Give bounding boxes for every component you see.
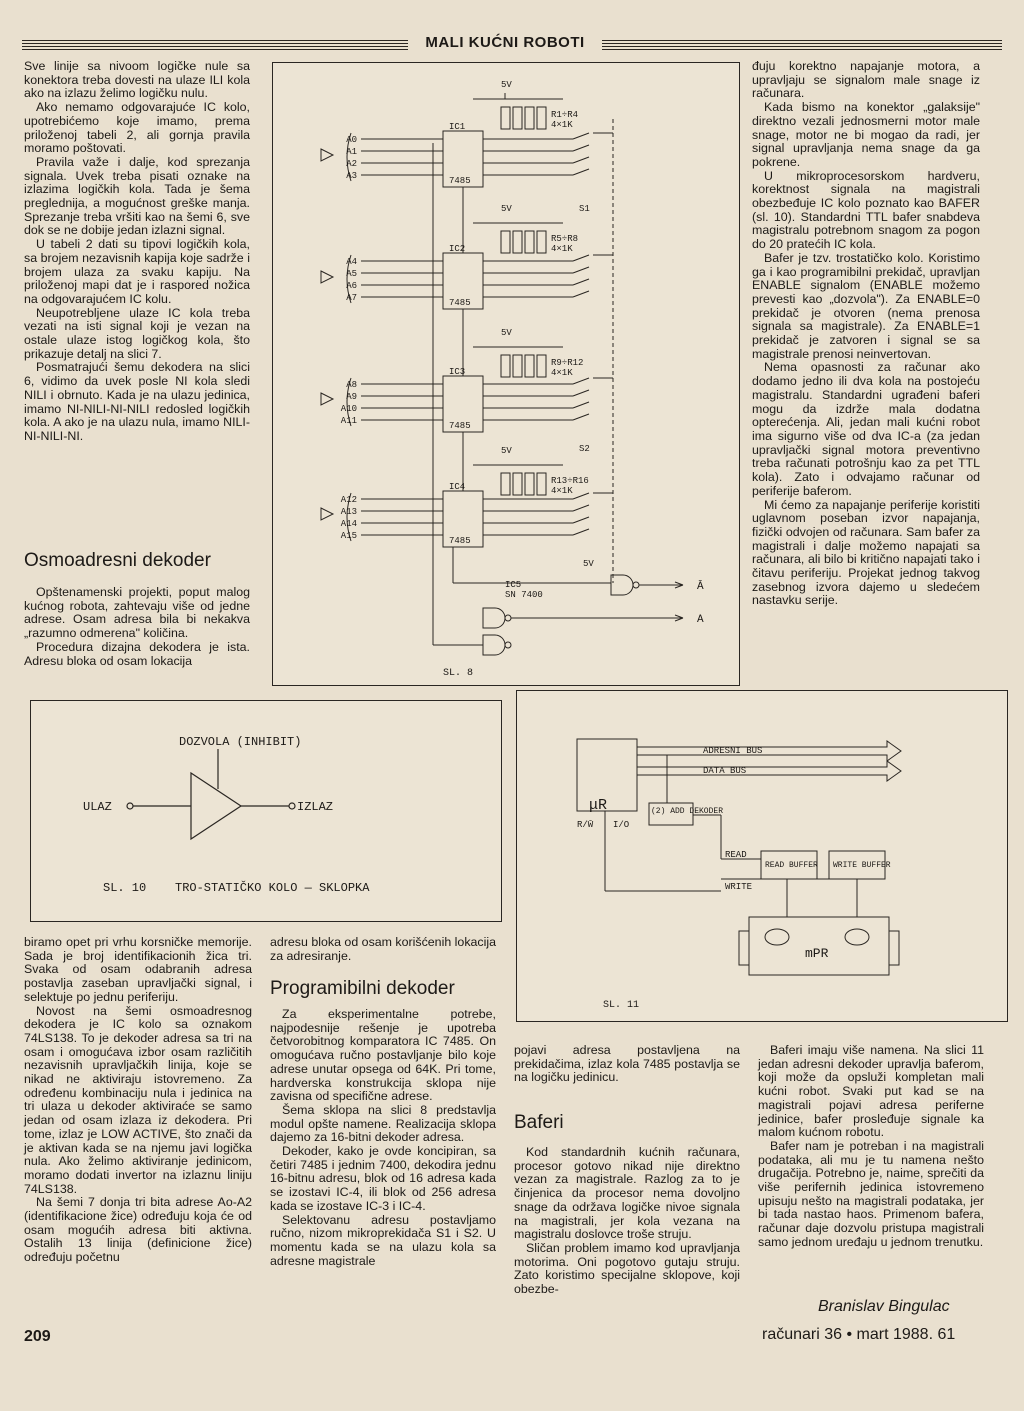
supply-label: 5V [501, 446, 512, 456]
column-left-2 [24, 586, 250, 668]
figure-8-drawing [273, 63, 739, 685]
paragraph: pojavi adresa postavljena na prekidačima, izlaz kola 7485 postavlja se na logičku jedinicu. [514, 1043, 740, 1085]
input-label: A12 [340, 495, 357, 505]
figure-11-drawing [517, 691, 1007, 1021]
input-label: A10 [340, 404, 357, 414]
paragraph: Ako nemamo odgovarajuće IC kolo, upotrebićemo koje imamo, prema priloženoj tabeli 2, ali gornja pravila moramo poštovati. [24, 100, 250, 156]
figure-8-schematic [272, 62, 740, 686]
gate-type-label: SN 7400 [505, 590, 543, 600]
paragraph: Baferi imaju više namena. Na slici 11 jedan adresni dekoder upravlja baferom, koji može da opsluži kompletan mali kućni robot. Svaki put kad se na magistrali pojavi adresa periferne jedinice, bafer prosleđuje signale ka malom kućnom robotu. [758, 1043, 984, 1140]
paragraph: adresu bloka od osam korišćenih lokacija za adresiranje. [270, 935, 496, 963]
figure-10-tristate [30, 700, 502, 922]
paragraph: Za eksperimentalne potrebe, najpodesnije rešenje je upotreba četvorobitnog komparatora IC 7485. On omogućava ručno postavljanje bilo koje adrese unutar opsega od 64K. Pri tome, hardverska konstrukcija sklopa nije zavisna od specifične adrese. [270, 1007, 496, 1104]
gate-label: IC5 [505, 580, 522, 590]
paragraph: Novost na šemi osmoadresnog dekodera je IC kolo sa oznakom 74LS138. To je dekoder adresa sa tri na osam i omogućava izbor osam različitih nezavisnih upravljačkih linija, koje se nikad ne aktiviraju istovremeno. Za određenu kombinaciju nula i jedinica na tri ulaza u dekoder aktiviraće se samo jedan od osam izlaza iz dekodera. Pri tome, izlaz je LOW ACTIVE, što znači da je aktivan kada se na njemu javi logička nula. Ako želimo aktiviranje jedinicom, moramo dodati invertor na izlaznu liniju 74LS138. [24, 1003, 252, 1196]
paragraph: Selektovanu adresu postavljamo ručno, nizom mikroprekidača S1 i S2. U momentu kada se na ulazu kola sa adresne magistrale [270, 1212, 496, 1268]
supply-label: 5V [501, 80, 512, 90]
resistor-label: R13÷R16 [551, 476, 589, 486]
paragraph: Neupotrebljene ulaze IC kola treba vezati na isti signal koji je vezan na ostale ulaze istog logičkog kola, što prikazuje detalj na slici 7. [24, 305, 250, 361]
input-label: A0 [346, 135, 357, 145]
section-heading-programibilni: Programibilni dekoder [270, 978, 455, 999]
rw-label: R/W̄ [577, 820, 594, 830]
enable-label: DOZVOLA (INHIBIT) [179, 735, 302, 749]
write-line-label: WRITE [725, 882, 753, 892]
figure-11-label: SL. 11 [603, 1000, 640, 1011]
chip-label: IC1 [449, 122, 466, 132]
input-label: A4 [346, 257, 357, 267]
figure-10-label: SL. 10 [103, 881, 147, 895]
output-label: A [697, 614, 704, 626]
paragraph: Dekoder, kako je ovde koncipiran, sa četiri 7485 i jednim 7400, dekodira jednu 16-bitnu adresu, blok od 16 adresa kada se izostavi IC-4, ili blok od 256 adresa kada se izostave IC-3 i IC-4. [270, 1144, 496, 1213]
paragraph: Opštenamenski projekti, poput malog kućnog robota, zahtevaju više od jedne adrese. Osam adresa bila bi nekakva „razumno odmerena" količina. [24, 585, 250, 641]
switch-label: S2 [579, 444, 590, 454]
chip-type-label: 7485 [449, 536, 471, 546]
cpu-label: μR [589, 797, 608, 814]
figure-10-caption: TRO-STATIČKO KOLO — SKLOPKA [175, 881, 370, 895]
paragraph: Kada bismo na konektor „galaksije" direktno vezali jednosmerni motor male snage, motor ne bi mogao da radi, jer signal upravljanja nema snage da ga pokrene. [752, 100, 980, 169]
page-header-title: MALI KUĆNI ROBOTI [425, 34, 585, 51]
input-label: A13 [340, 507, 357, 517]
paragraph: đuju korektno napajanje motora, a upravljaju se signalom male snage iz računara. [752, 59, 980, 101]
chip-label: IC3 [449, 367, 466, 377]
column-bottom-3 [514, 1044, 740, 1085]
output-label: IZLAZ [297, 800, 334, 814]
paragraph: Kod standardnih kućnih računara, procesor gotovo nikad nije direktno vezan za magistrale. Razlog za to je činjenica da procesor nema dovoljno snage da održava logičke nivoe signala na magistrali, jer kola vezana na magistralu doslovce troše struju. [514, 1145, 740, 1242]
paragraph: Pravila važe i dalje, kod sprezanja signala. Uvek treba pisati oznake na izlazima logičkih kola. Tada je šema preglednija, a mogućnost greške manja. Sprezanje treba vršiti kao na šemi 6, sve dok se ne dobije jedan izlazni signal. [24, 154, 250, 238]
input-label: A9 [346, 392, 357, 402]
paragraph: Nema opasnosti za računar ako dodamo jedno ili dva kola na postojeću magistralu. Standardni ugrađeni baferi mogu da izdrže mala dodatna opterećenja. Ali, jedan mali kućni robot ima sigurno više od dva IC-a (za jedan upravljački signal motora preventivno treba računati potrošnju kao za pet TTL kola). Zato i odvajamo računar od periferije baferom. [752, 360, 980, 498]
supply-label: 5V [501, 328, 512, 338]
resistor-value: 4×1K [551, 486, 573, 496]
page-footer: računari 36 • mart 1988. 61 [762, 1326, 956, 1343]
column-bottom-1 [24, 936, 252, 1265]
figure-10-drawing [31, 701, 501, 921]
paragraph: Bafer je tzv. trostatičko kolo. Koristimo ga i kao programibilni prekidač, upravljan ENABLE signalom (ENABLE možemo prevesti kao „dozvola"). Za ENABLE=0 prekidač je otvoren (nema prenosa signala sa magistrale). Za ENABLE=1 prekidač je zatvoren i signal se sa magistrale prenosi neinvertovan. [752, 250, 980, 361]
section-heading-osmoadresni: Osmoadresni dekoder [24, 550, 211, 571]
resistor-value: 4×1K [551, 244, 573, 254]
input-label: A2 [346, 159, 357, 169]
paragraph: U tabeli 2 dati su tipovi logičkih kola, sa brojem nezavisnih kapija koje sadrže i brojem ulaza za svaku kapiju. Na priloženoj mapi dat je i raspored nožica na odgovarajućem IC kolu. [24, 237, 250, 306]
figure-11-bus [516, 690, 1008, 1022]
paragraph: Posmatrajući šemu dekodera na slici 6, vidimo da uvek posle NI kola sledi NILI i obrnuto. Kada je na ulazu jedinica, imamo NI-NILI-NI-NILI redosled logičkih kola. A ako je na ulazu nula, imamo NILI-NI-NILI-NI. [24, 360, 250, 443]
input-label: A7 [346, 293, 357, 303]
supply-label: 5V [501, 204, 512, 214]
input-label: A6 [346, 281, 357, 291]
column-left [24, 60, 250, 444]
read-buffer-label: READ BUFFER [765, 861, 818, 870]
supply-label: 5V [583, 559, 594, 569]
output-label: Ā [697, 581, 704, 593]
io-label: I/O [613, 820, 630, 830]
paragraph: Šema sklopa na slici 8 predstavlja modul opšte namene. Realizacija sklopa dajemo za 16-bitni dekoder adresa. [270, 1102, 496, 1145]
write-buffer-label: WRITE BUFFER [833, 861, 891, 870]
chip-label: IC2 [449, 244, 466, 254]
header-rule-right [602, 40, 1002, 50]
switch-label: S1 [579, 204, 590, 214]
paragraph: Procedura dizajna dekodera je ista. Adresu bloka od osam lokacija [24, 639, 250, 668]
address-bus-label: ADRESNI BUS [703, 746, 763, 756]
column-bottom-2b [270, 1008, 496, 1268]
paragraph: U mikroprocesorskom hardveru, korektnost signala na magistrali obezbeđuje IC kolo poznato kao BAFER (sl. 10). Standardni TTL bafer snabdeva magistralu potrebnom snagom za pogon do 20 pratećih IC kola. [752, 168, 980, 252]
input-label: A15 [340, 531, 357, 541]
decoder-label: (2) ADD DEKODER [651, 807, 724, 816]
figure-8-label: SL. 8 [443, 668, 474, 679]
robot-label: mPR [805, 946, 829, 961]
chip-type-label: 7485 [449, 421, 471, 431]
input-label: A14 [340, 519, 357, 529]
author-name: Branislav Bingulac [818, 1298, 950, 1315]
input-label: A5 [346, 269, 357, 279]
input-label: A1 [346, 147, 357, 157]
read-line-label: READ [725, 850, 747, 860]
column-bottom-4 [758, 1044, 984, 1250]
page-number: 209 [24, 1328, 51, 1345]
resistor-label: R1÷R4 [551, 110, 579, 120]
resistor-label: R9÷R12 [551, 358, 584, 368]
input-label: A8 [346, 380, 357, 390]
paragraph: Na šemi 7 donja tri bita adrese Ao-A2 (identifikacione žice) određuju koja će od osam mogućih adresa biti aktivna. Ostalih 13 linija (definicione žice) određuju početnu [24, 1195, 252, 1265]
input-label: A3 [346, 171, 357, 181]
column-right [752, 60, 980, 608]
chip-type-label: 7485 [449, 298, 471, 308]
column-bottom-3b [514, 1146, 740, 1297]
chip-type-label: 7485 [449, 176, 471, 186]
resistor-value: 4×1K [551, 120, 573, 130]
paragraph: biramo opet pri vrhu korsničke memorije. Sada je broj identifikacionih žica tri. Svaka od osam odabranih adresa postavlja zaseban upravljački signal, i selektuje po jednu periferiju. [24, 935, 252, 1004]
resistor-label: R5÷R8 [551, 234, 579, 244]
input-label: A11 [340, 416, 357, 426]
column-bottom-2 [270, 936, 496, 963]
input-label: ULAZ [83, 800, 112, 814]
section-heading-baferi: Baferi [514, 1112, 564, 1133]
paragraph: Sve linije sa nivoom logičke nule sa konektora treba dovesti na ulaze ILI kola ako na izlazu želimo logičku nulu. [24, 59, 250, 101]
header-rule-left [22, 40, 408, 50]
chip-label: IC4 [449, 482, 466, 492]
paragraph: Sličan problem imamo kod upravljanja motorima. Oni pogotovo gutaju struju. Zato koristimo specijalne sklopove, koji obezbe- [514, 1240, 740, 1297]
paragraph: Bafer nam je potreban i na magistrali podataka, ali mu je tu namena nešto drugačija. Potrebno je, naime, sprečiti da više perifernih jedinica istovremeno upisuju nešto na magistrali podataka, jer bi tada nastao haos. Primenom bafera, računar daje dozvolu pristupa magistrali samo jednom uređaju u jednom trenutku. [758, 1138, 984, 1249]
data-bus-label: DATA BUS [703, 766, 747, 776]
resistor-value: 4×1K [551, 368, 573, 378]
paragraph: Mi ćemo za napajanje periferije koristiti uglavnom poseban izvor napajanja, fizički odvojen od računara. Sam bafer za magistrali i dalje možemo napajati sa računara, ali bilo bi kritično napajati tako i čitavu periferiju. Projekat jednog takvog zasebnog izvora dajemo u sledećem nastavku serije. [752, 497, 980, 608]
